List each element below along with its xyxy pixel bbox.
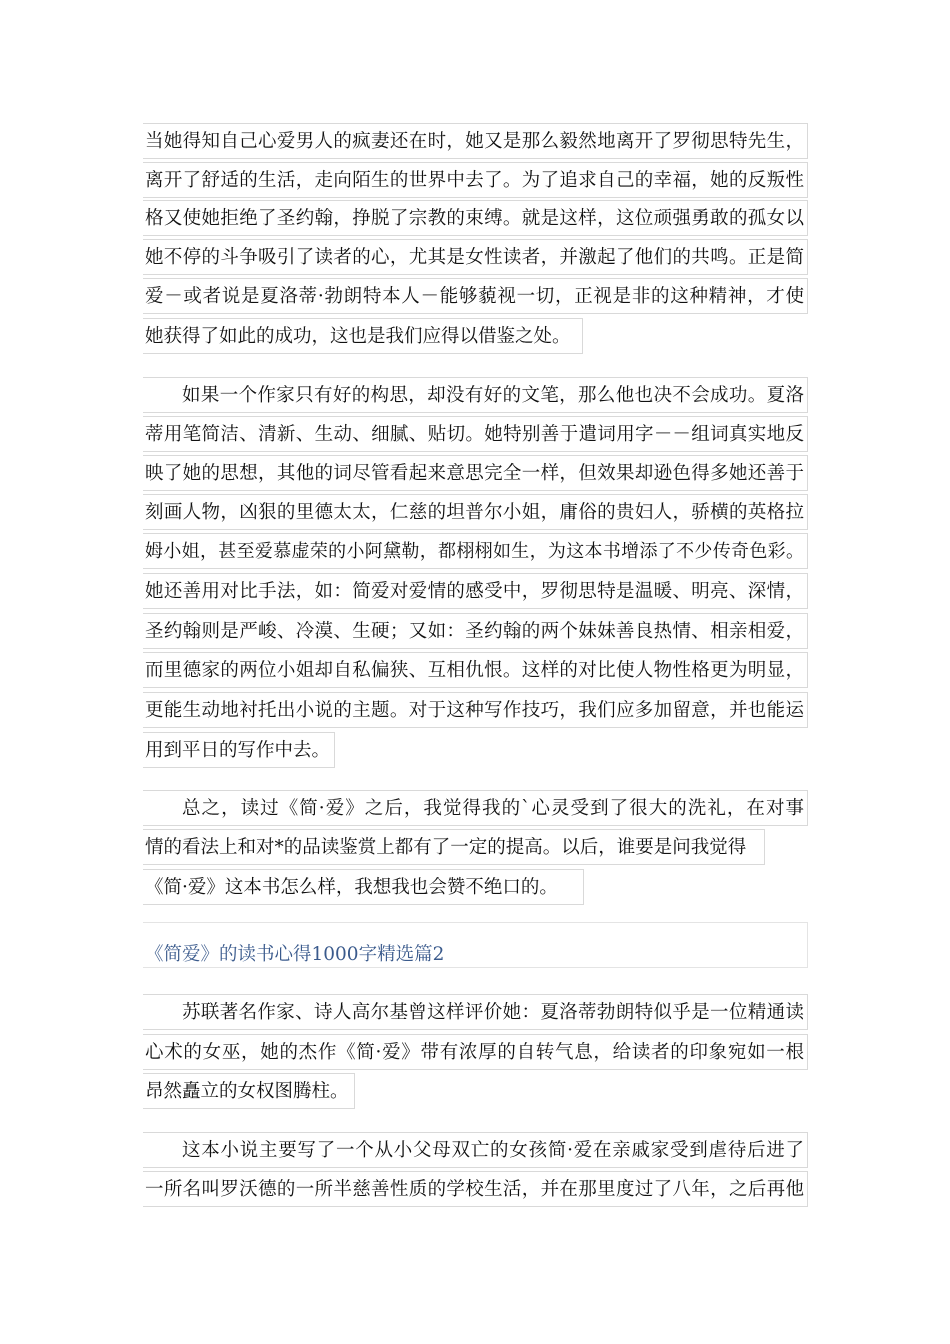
text-line: 圣约翰则是严峻、冷漠、生硬；又如：圣约翰的两个妹妹善良热情、相亲相爱，	[143, 613, 808, 649]
text-line: 这本小说主要写了一个从小父母双亡的女孩简·爱在亲戚家受到虐待后进了	[143, 1132, 808, 1168]
text-line: 更能生动地衬托出小说的主题。对于这种写作技巧，我们应多加留意，并也能运	[143, 692, 808, 728]
text-line: 姆小姐，甚至爱慕虚荣的小阿黛勒，都栩栩如生，为这本书增添了不少传奇色彩。	[143, 533, 808, 569]
text-line: 映了她的思想，其他的词尽管看起来意思完全一样，但效果却逊色得多她还善于	[143, 455, 808, 491]
text-line: 她还善用对比手法，如：简爱对爱情的感受中，罗彻思特是温暖、明亮、深情，	[143, 573, 808, 609]
text-line: 苏联著名作家、诗人高尔基曾这样评价她：夏洛蒂勃朗特似乎是一位精通读	[143, 994, 808, 1030]
section-heading: 《简爱》的读书心得1000字精选篇2	[143, 922, 808, 968]
text-line: 离开了舒适的生活，走向陌生的世界中去了。为了追求自己的幸福，她的反叛性	[143, 162, 808, 198]
text-line: 总之，读过《简·爱》之后，我觉得我的`心灵受到了很大的洗礼，在对事	[143, 790, 808, 826]
text-line: 刻画人物，凶狠的里德太太，仁慈的坦普尔小姐，庸俗的贵妇人，骄横的英格拉	[143, 494, 808, 530]
text-line: 《简·爱》这本书怎么样，我想我也会赞不绝口的。	[143, 869, 584, 905]
text-line: 一所名叫罗沃德的一所半慈善性质的学校生活，并在那里度过了八年，之后再他	[143, 1171, 808, 1207]
text-line: 用到平日的写作中去。	[143, 732, 335, 768]
text-line: 蒂用笔简洁、清新、生动、细腻、贴切。她特别善于遣词用字－－组词真实地反	[143, 416, 808, 452]
text-line: 情的看法上和对*的品读鉴赏上都有了一定的提高。以后，谁要是问我觉得	[143, 829, 765, 865]
text-line: 如果一个作家只有好的构思，却没有好的文笔，那么他也决不会成功。夏洛	[143, 377, 808, 413]
text-line: 爱－或者说是夏洛蒂·勃朗特本人－能够藐视一切，正视是非的这种精神，才使	[143, 278, 808, 314]
text-line: 昂然矗立的女权图腾柱。	[143, 1073, 355, 1109]
text-line: 她不停的斗争吸引了读者的心，尤其是女性读者，并激起了他们的共鸣。正是简	[143, 239, 808, 275]
text-line: 而里德家的两位小姐却自私偏狭、互相仇恨。这样的对比使人物性格更为明显，	[143, 652, 808, 688]
text-line: 当她得知自己心爱男人的疯妻还在时，她又是那么毅然地离开了罗彻思特先生，	[143, 123, 808, 159]
text-line: 她获得了如此的成功，这也是我们应得以借鉴之处。	[143, 318, 583, 354]
text-line: 格又使她拒绝了圣约翰，挣脱了宗教的束缚。就是这样，这位顽强勇敢的孤女以	[143, 200, 808, 236]
text-line: 心术的女巫，她的杰作《简·爱》带有浓厚的自转气息，给读者的印象宛如一根	[143, 1034, 808, 1070]
